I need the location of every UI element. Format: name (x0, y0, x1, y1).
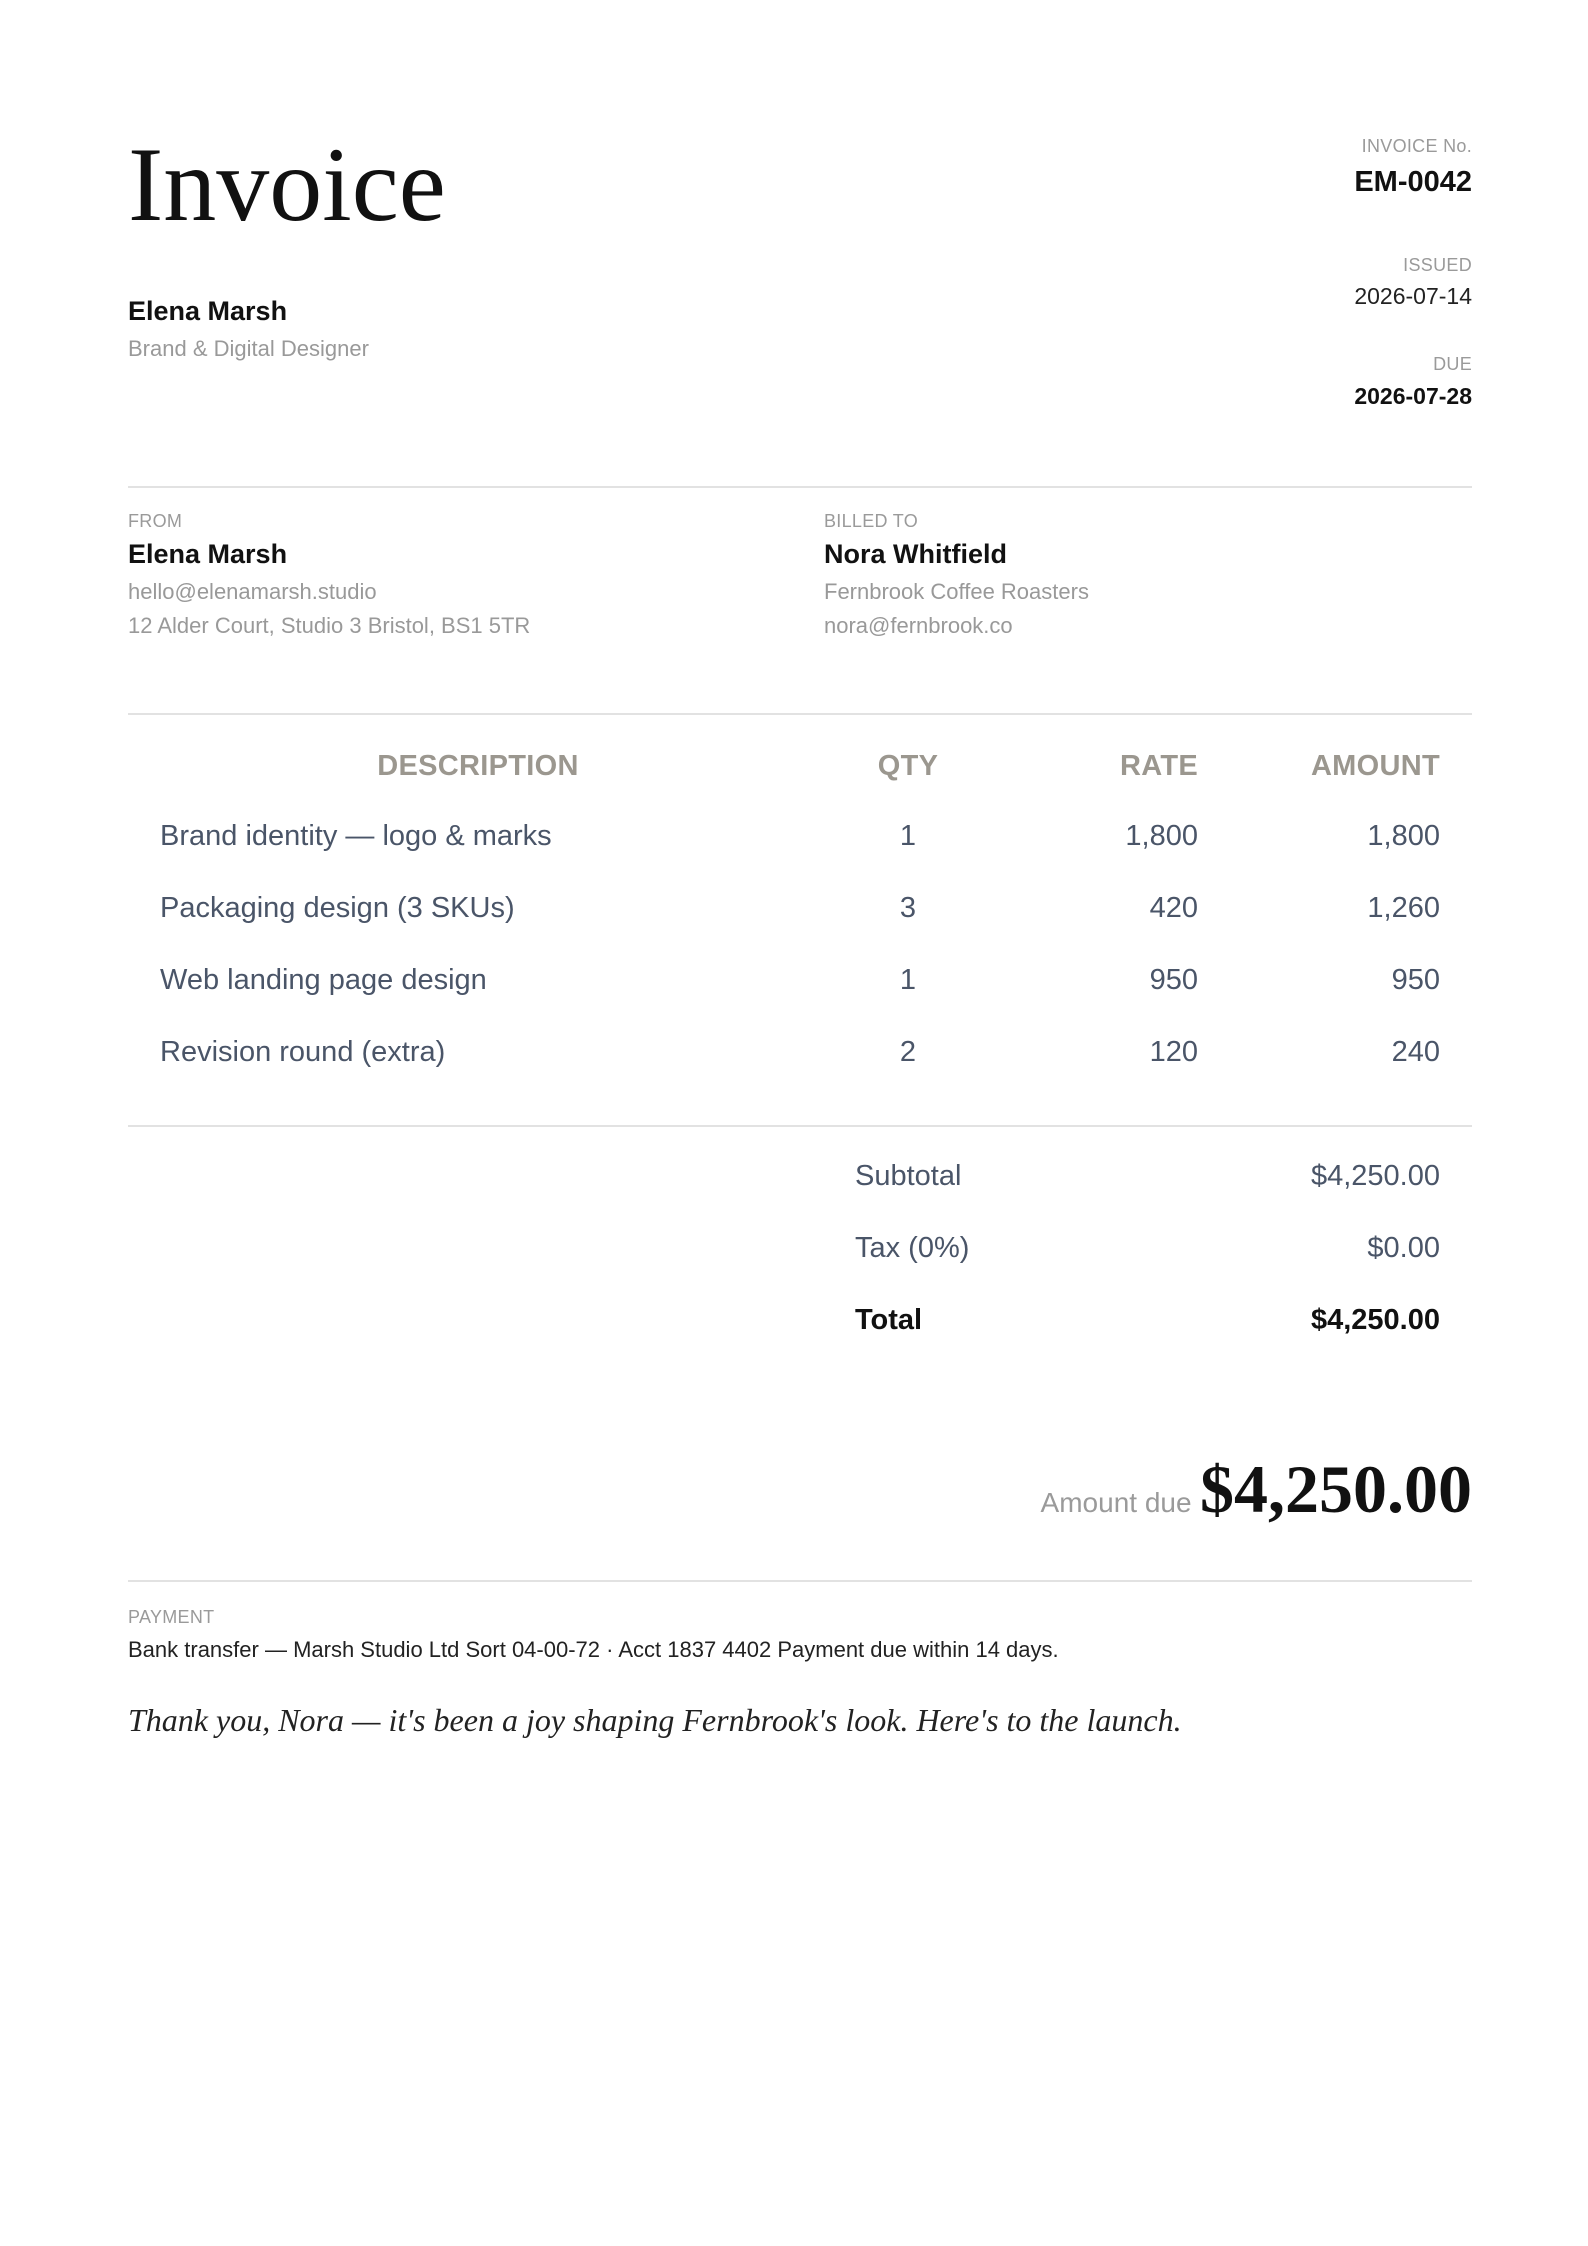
row-amount: 1,800 (1367, 820, 1440, 852)
issued-date: 2026-07-14 (1354, 283, 1472, 309)
row-qty: 1 (899, 820, 917, 852)
tax-value: $0.00 (1367, 1232, 1440, 1264)
due-date: 2026-07-28 (1354, 383, 1472, 409)
amount-due (1041, 1450, 1472, 1529)
subtotal-value: $4,250.00 (1310, 1160, 1440, 1192)
row-qty: 3 (899, 892, 917, 924)
amount-due-label: Amount due (1040, 1487, 1192, 1518)
column-header-rate: RATE (1120, 750, 1198, 782)
row-rate: 950 (1149, 964, 1198, 996)
billed-to-name: Nora Whitfield (824, 539, 1007, 569)
row-qty: 2 (899, 1036, 917, 1068)
row-description: Web landing page design (160, 964, 487, 996)
row-amount: 1,260 (1367, 892, 1440, 924)
table-row (0, 820, 1588, 864)
row-rate: 420 (1149, 892, 1198, 924)
invoice-number: EM-0042 (1354, 166, 1472, 198)
designer-role: Brand & Digital Designer (128, 336, 369, 361)
from-email: hello@elenamarsh.studio (128, 579, 377, 604)
from-name: Elena Marsh (128, 539, 288, 569)
table-top-divider (128, 713, 1472, 715)
row-description: Brand identity — logo & marks (160, 820, 552, 852)
row-description: Packaging design (3 SKUs) (160, 892, 515, 924)
amount-due-value: $4,250.00 (1200, 1451, 1472, 1527)
row-description: Revision round (extra) (160, 1036, 446, 1068)
row-rate: 120 (1149, 1036, 1198, 1068)
from-address: 12 Alder Court, Studio 3 Bristol, BS1 5TR (128, 613, 531, 638)
payment-divider (128, 1580, 1472, 1582)
designer-name: Elena Marsh (128, 296, 288, 326)
billed-to-email: nora@fernbrook.co (824, 613, 1013, 638)
row-amount: 950 (1391, 964, 1440, 996)
column-header-amount: AMOUNT (1310, 750, 1440, 782)
column-header-qty: QTY (877, 750, 939, 782)
payment-details: Bank transfer — Marsh Studio Ltd Sort 04-00-72 · Acct 1837 4402 Payment due within 14 days. (128, 1637, 1059, 1662)
total-label: Total (855, 1304, 923, 1336)
from-label: FROM (128, 511, 183, 531)
table-row (0, 892, 1588, 936)
total-value: $4,250.00 (1310, 1304, 1440, 1336)
invoice-number-label: INVOICE No. (1361, 136, 1472, 156)
issued-label: ISSUED (1403, 255, 1472, 275)
column-header-description: DESCRIPTION (377, 750, 579, 782)
tax-label: Tax (0%) (855, 1232, 970, 1264)
invoice-title: Invoice (128, 126, 446, 243)
thank-you-note: Thank you, Nora — it's been a joy shaping Fernbrook's look. Here's to the launch. (128, 1702, 1182, 1738)
row-rate: 1,800 (1125, 820, 1198, 852)
billed-to-company: Fernbrook Coffee Roasters (824, 579, 1089, 604)
table-row (0, 964, 1588, 1008)
table-row (0, 1036, 1588, 1080)
row-amount: 240 (1391, 1036, 1440, 1068)
due-label: DUE (1433, 354, 1472, 374)
billed-to-label: BILLED TO (824, 511, 919, 531)
payment-label: PAYMENT (128, 1607, 215, 1627)
header-divider (128, 486, 1472, 488)
table-bottom-divider (128, 1125, 1472, 1127)
row-qty: 1 (899, 964, 917, 996)
subtotal-label: Subtotal (855, 1160, 962, 1192)
